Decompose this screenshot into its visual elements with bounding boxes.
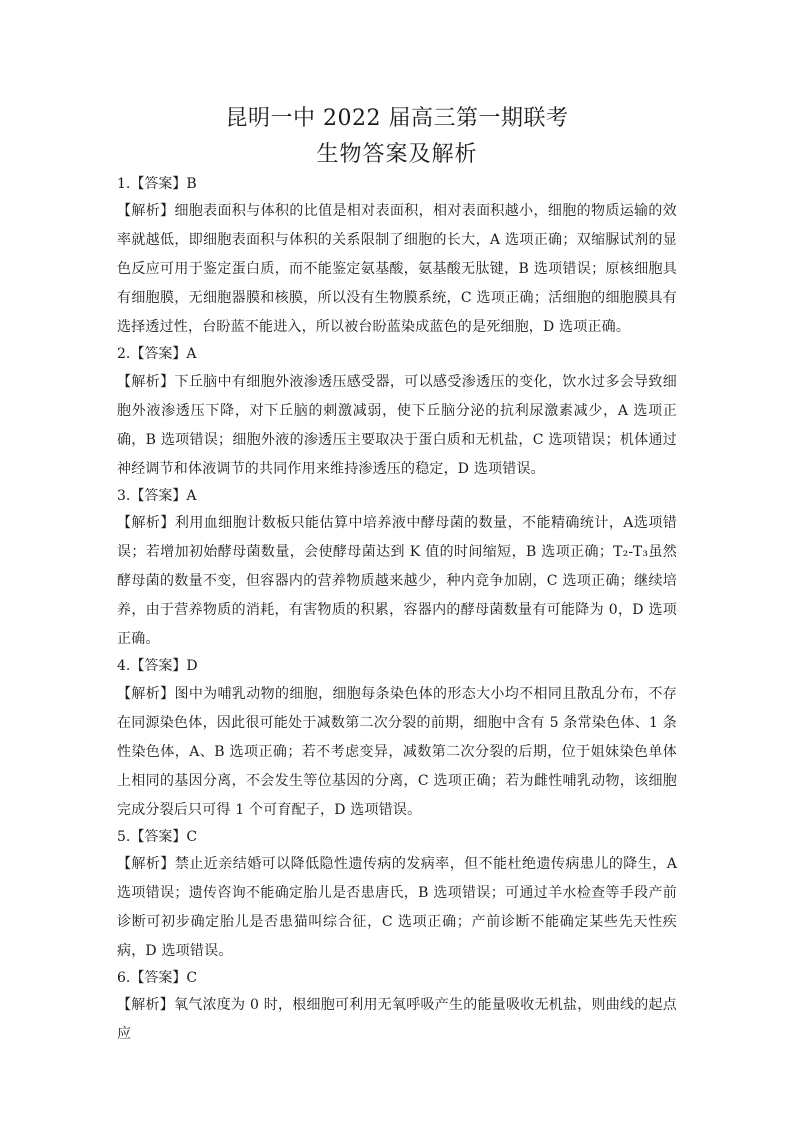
answer-item-5: [117, 825, 677, 966]
explanation-body: 禁止近亲结婚可以降低隐性遗传病的发病率，但不能杜绝遗传病患儿的降生，A 选项错误；遗传咨询不能确定胎儿是否患唐氏，B 选项错误；可通过羊水检查等手段产前诊断可初步确定胎儿是否患猫叫综合征，C 选项正确；产前诊断不能确定某些先天性疾病，D 选项错误。: [117, 855, 678, 959]
answer-line: 2.【答案】A: [117, 346, 197, 363]
explanation-body: 利用血细胞计数板只能估算中培养液中酵母菌的数量，不能精确统计，A选项错误；若增加初始酵母菌数量，会使酵母菌达到 K 值的时间缩短，B 选项正确；T₂-T₃虽然酵母菌的数量不变，但容器内的营养物质越来越少，种内竞争加剧，C 选项正确；继续培养，由于营养物质的消耗，有害物质的积累，容器内的酵母菌数量有可能降为 0，D 选项正确。: [117, 515, 678, 648]
explanation-body: 细胞表面积与体积的比值是相对表面积，相对表面积越小，细胞的物质运输的效率就越低，即细胞表面积与体积的关系限制了细胞的长大，A 选项正确；双缩脲试剂的显色反应可用于鉴定蛋白质，而不能鉴定氨基酸，氨基酸无肽键，B 选项错误；原核细胞具有细胞膜，无细胞器膜和核膜，所以没有生物膜系统，C 选项正确；活细胞的细胞膜具有选择透过性，台盼蓝不能进入，所以被台盼蓝染成蓝色的是死细胞，D 选项正确。: [117, 203, 677, 336]
explanation-text: [117, 368, 677, 484]
answer-item-6: [117, 966, 677, 1049]
explanation-tag: 【解析】: [117, 373, 175, 390]
explanation-tag: 【解析】: [117, 997, 175, 1014]
explanation-tag: 【解析】: [117, 203, 175, 220]
explanation-text: [117, 680, 677, 825]
answer-item-2: [117, 342, 677, 483]
explanation-body: 图中为哺乳动物的细胞，细胞每条染色体的形态大小均不相同且散乱分布，不存在同源染色体，因此很可能处于减数第二次分裂的前期，细胞中含有 5 条常染色体、1 条性染色体，A、B 选项正确；若不考虑变异，减数第二次分裂的后期，位于姐妹染色单体上相同的基因分离，不会发生等位基因的分离，C 选项正确；若为雌性哺乳动物，该细胞完成分裂后只可得 1 个可育配子，D 选项错误。: [117, 685, 677, 818]
answer-list: [117, 172, 677, 1049]
document-title: 昆明一中 2022 届高三第一期联考: [225, 106, 569, 131]
explanation-text: [117, 850, 677, 966]
explanation-tag: 【解析】: [117, 515, 175, 532]
answer-item-1: [117, 172, 677, 342]
answer-line: 1.【答案】B: [117, 176, 197, 192]
answer-line: 3.【答案】A: [117, 487, 197, 504]
answer-item-4: [117, 654, 677, 824]
explanation-tag: 【解析】: [117, 685, 175, 702]
answer-item-3: [117, 484, 677, 654]
explanation-text: [117, 197, 677, 342]
explanation-body: 下丘脑中有细胞外液渗透压感受器，可以感受渗透压的变化，饮水过多会导致细胞外液渗透压下降，对下丘脑的刺激减弱，使下丘脑分泌的抗利尿激素减少，A 选项正确，B 选项错误；细胞外液的渗透压主要取决于蛋白质和无机盐，C 选项错误；机体通过神经调节和体液调节的共同作用来维持渗透压的稳定，D 选项错误。: [117, 373, 677, 477]
answer-line: 5.【答案】C: [117, 828, 198, 845]
explanation-text: [117, 991, 677, 1049]
explanation-text: [117, 509, 677, 654]
explanation-tag: 【解析】: [117, 855, 175, 872]
answer-line: 6.【答案】C: [117, 969, 198, 986]
explanation-body: 氧气浓度为 0 时，根细胞可利用无氧呼吸产生的能量吸收无机盐，则曲线的起点应: [117, 997, 677, 1043]
answer-line: 4.【答案】D: [117, 658, 198, 675]
document-subtitle: 生物答案及解析: [316, 142, 478, 167]
